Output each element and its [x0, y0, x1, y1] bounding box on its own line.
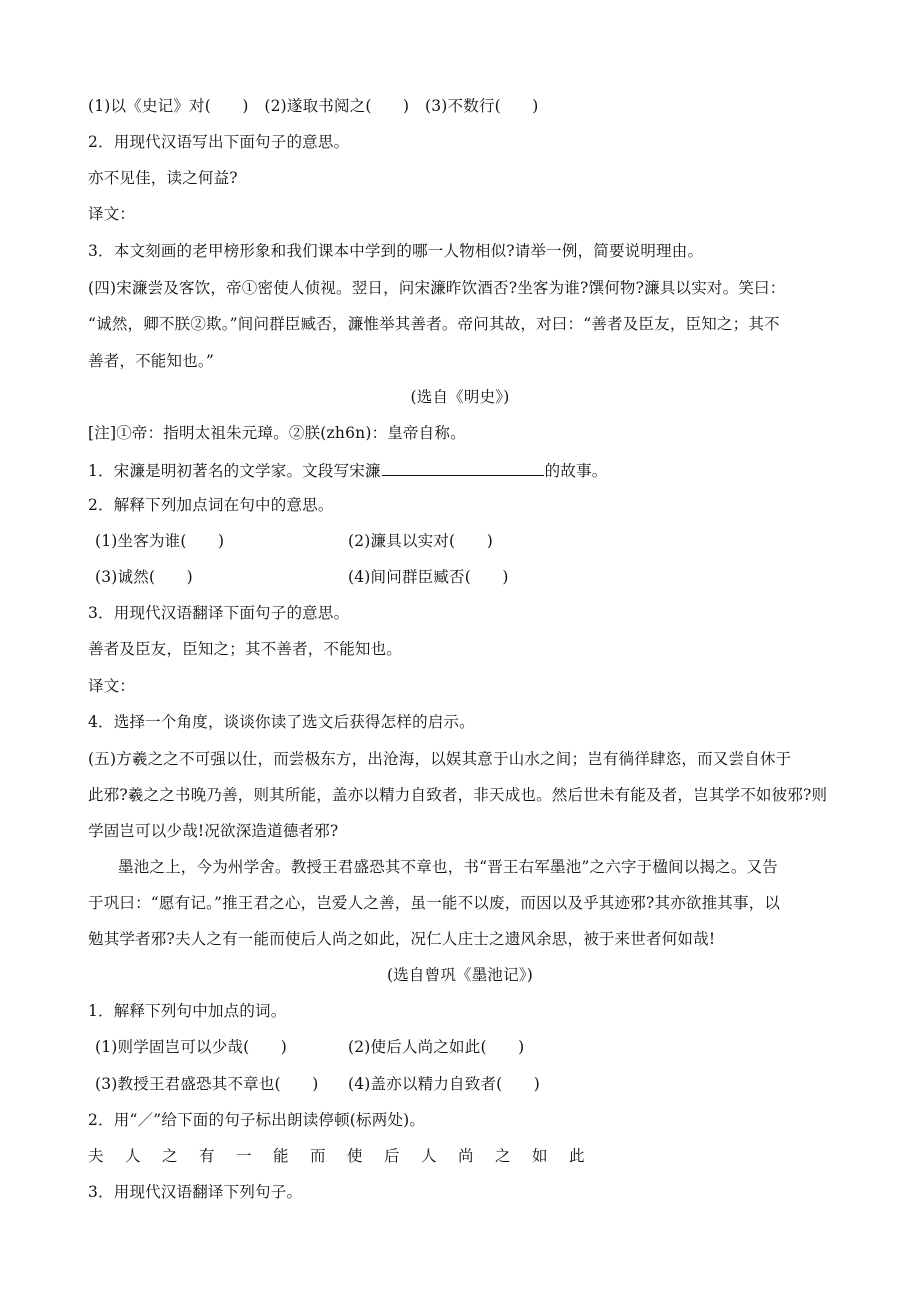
q5-2-heading: 2．用“／”给下面的句子标出朗读停顿(标两处)。 — [88, 1111, 426, 1129]
q4-1-text-end: 的故事。 — [544, 462, 608, 480]
q3-sub-items: (1)以《史记》对( ) (2)遂取书阅之( ) (3)不数行( ) — [88, 97, 539, 115]
q3-2-translation-label: 译文： — [88, 205, 136, 223]
q4-3-heading: 3．用现代汉语翻译下面句子的意思。 — [88, 604, 350, 622]
q5-1-heading: 1．解释下列句中加点的词。 — [88, 1002, 287, 1020]
q4-1-text: 1．宋濂是明初著名的文学家。文段写宋濂 — [88, 462, 381, 480]
q5-2-sentence: 夫人之有一能而使后人尚之如此 — [88, 1147, 607, 1165]
passage-4-line-2: “诚然，卿不朕②欺。”间问群臣臧否，濂惟举其善者。帝问其故，对曰：“善者及臣友，臣知之；其不 — [88, 315, 780, 333]
passage-4-source: (选自《明史》) — [410, 388, 510, 406]
q5-1-item-1: (1)则学固岂可以少哉( ) — [95, 1038, 288, 1056]
passage-5-line-4: 墨池之上，今为州学舍。教授王君盛恐其不章也，书“晋王右军墨池”之六字于楹间以揭之。又告 — [118, 858, 778, 876]
q3-3-question: 3．本文刻画的老甲榜形象和我们课本中学到的哪一人物相似?请举一例，简要说明理由。 — [88, 242, 704, 260]
q4-3-translation-label: 译文： — [88, 677, 136, 695]
q4-2-item-1: (1)坐客为谁( ) — [95, 532, 225, 550]
q5-1-item-3: (3)教授王君盛恐其不章也( ) — [95, 1075, 319, 1093]
q5-3-heading: 3．用现代汉语翻译下列句子。 — [88, 1183, 303, 1201]
passage-4-line-1: (四)宋濂尝及客饮，帝①密使人侦视。翌日，问宋濂昨饮酒否?坐客为谁?馔何物?濂具以实对。笑曰： — [88, 279, 786, 297]
q4-4-question: 4．选择一个角度，谈谈你读了选文后获得怎样的启示。 — [88, 713, 475, 731]
q3-2-sentence: 亦不见佳，读之何益? — [88, 169, 238, 187]
q5-1-item-4: (4)盖亦以精力自致者( ) — [348, 1075, 541, 1093]
answer-blank — [382, 458, 544, 476]
passage-5-line-1: (五)方羲之之不可强以仕，而尝极东方，出沧海，以娱其意于山水之间；岂有徜徉肆恣，而又尝自休于 — [88, 750, 792, 768]
q4-2-item-4: (4)间问群臣臧否( ) — [348, 568, 509, 586]
passage-4-note: [注]①帝：指明太祖朱元璋。②朕(zh6n)：皇帝自称。 — [88, 424, 466, 442]
passage-5-line-3: 学固岂可以少哉!况欲深造道德者邪? — [88, 822, 339, 840]
q5-1-item-2: (2)使后人尚之如此( ) — [348, 1038, 525, 1056]
q3-2-heading: 2．用现代汉语写出下面句子的意思。 — [88, 133, 350, 151]
q4-2-item-3: (3)诚然( ) — [95, 568, 193, 586]
passage-4-line-3: 善者，不能知也。” — [88, 352, 214, 370]
q4-2-heading: 2．解释下列加点词在句中的意思。 — [88, 496, 334, 514]
passage-5-line-5: 于巩曰：“愿有记。”推王君之心，岂爱人之善，虽一能不以废，而因以及乎其迹邪?其亦欲推其事，以 — [88, 894, 781, 912]
passage-5-line-6: 勉其学者邪?夫人之有一能而使后人尚之如此，况仁人庄士之遗风余思，被于来世者何如哉! — [88, 930, 716, 948]
passage-5-line-2: 此邪?羲之之书晚乃善，则其所能，盖亦以精力自致者，非天成也。然后世未有能及者，岂其学不如彼邪?则 — [88, 786, 828, 804]
q4-1-question — [88, 458, 607, 482]
passage-5-source: (选自曾巩《墨池记》) — [386, 966, 534, 984]
q4-3-sentence: 善者及臣友，臣知之；其不善者，不能知也。 — [88, 640, 403, 658]
q4-2-item-2: (2)濂具以实对( ) — [348, 532, 493, 550]
